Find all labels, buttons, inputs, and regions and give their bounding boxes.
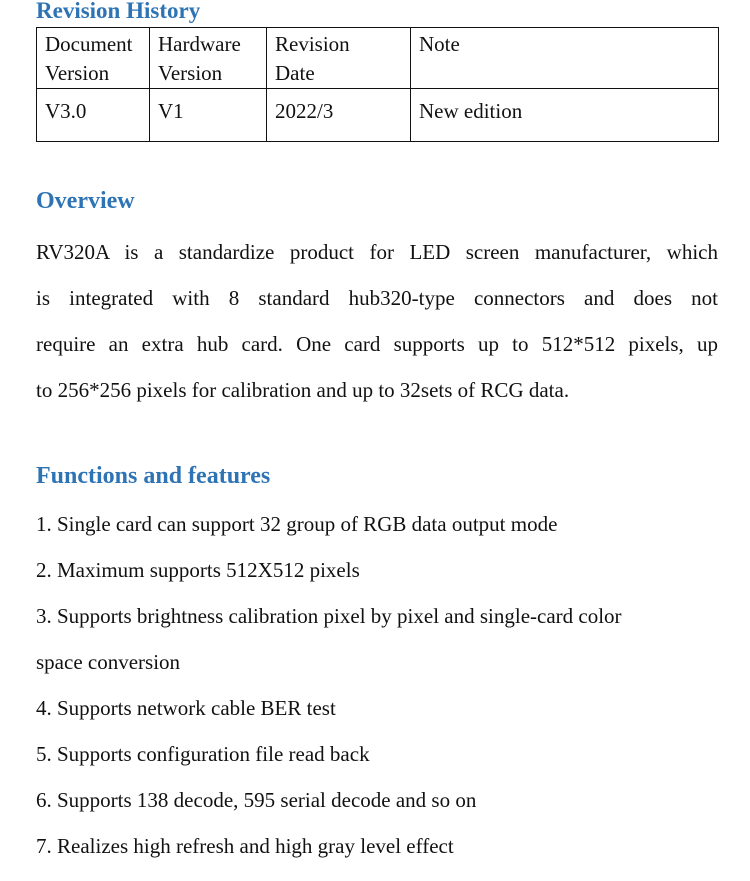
list-item: 7. Realizes high refresh and high gray level effect [36, 834, 454, 858]
header-document-version [37, 28, 150, 89]
features-list [36, 501, 718, 869]
cell-revision-date: 2022/3 [267, 89, 411, 142]
list-item: space conversion [36, 650, 181, 674]
features-heading: Functions and features [36, 463, 271, 489]
revision-history-heading: Revision History [36, 0, 201, 23]
header-line: Note [419, 32, 460, 56]
list-item: 6. Supports 138 decode, 595 serial decode and so on [36, 788, 477, 812]
table-row [37, 89, 719, 142]
list-item: 4. Supports network cable BER test [36, 696, 336, 720]
cell-hardware-version: V1 [150, 89, 267, 142]
overview-heading: Overview [36, 188, 135, 214]
header-line: Date [275, 61, 315, 85]
overview-paragraph [36, 229, 718, 413]
table-header-row [37, 28, 719, 89]
list-item: 1. Single card can support 32 group of RGB data output mode [36, 512, 558, 536]
header-line: Version [45, 61, 110, 85]
header-line: Revision [275, 32, 350, 56]
overview-line: RV320A is a standardize product for LED screen manufacturer, which [36, 240, 718, 264]
cell-document-version: V3.0 [37, 89, 150, 142]
list-item: 5. Supports configuration file read back [36, 742, 370, 766]
revision-history-table [36, 27, 719, 142]
overview-line: to 256*256 pixels for calibration and up to 32sets of RCG data. [36, 378, 570, 402]
overview-line: require an extra hub card. One card supports up to 512*512 pixels, up [36, 332, 718, 356]
cell-note: New edition [411, 89, 719, 142]
header-line: Hardware [158, 32, 241, 56]
overview-line: is integrated with 8 standard hub320-type connectors and does not [36, 286, 718, 310]
header-note [411, 28, 719, 89]
header-line: Document [45, 32, 133, 56]
header-line: Version [158, 61, 223, 85]
list-item: 2. Maximum supports 512X512 pixels [36, 558, 360, 582]
list-item: 3. Supports brightness calibration pixel by pixel and single-card color [36, 604, 622, 628]
header-hardware-version [150, 28, 267, 89]
header-revision-date [267, 28, 411, 89]
